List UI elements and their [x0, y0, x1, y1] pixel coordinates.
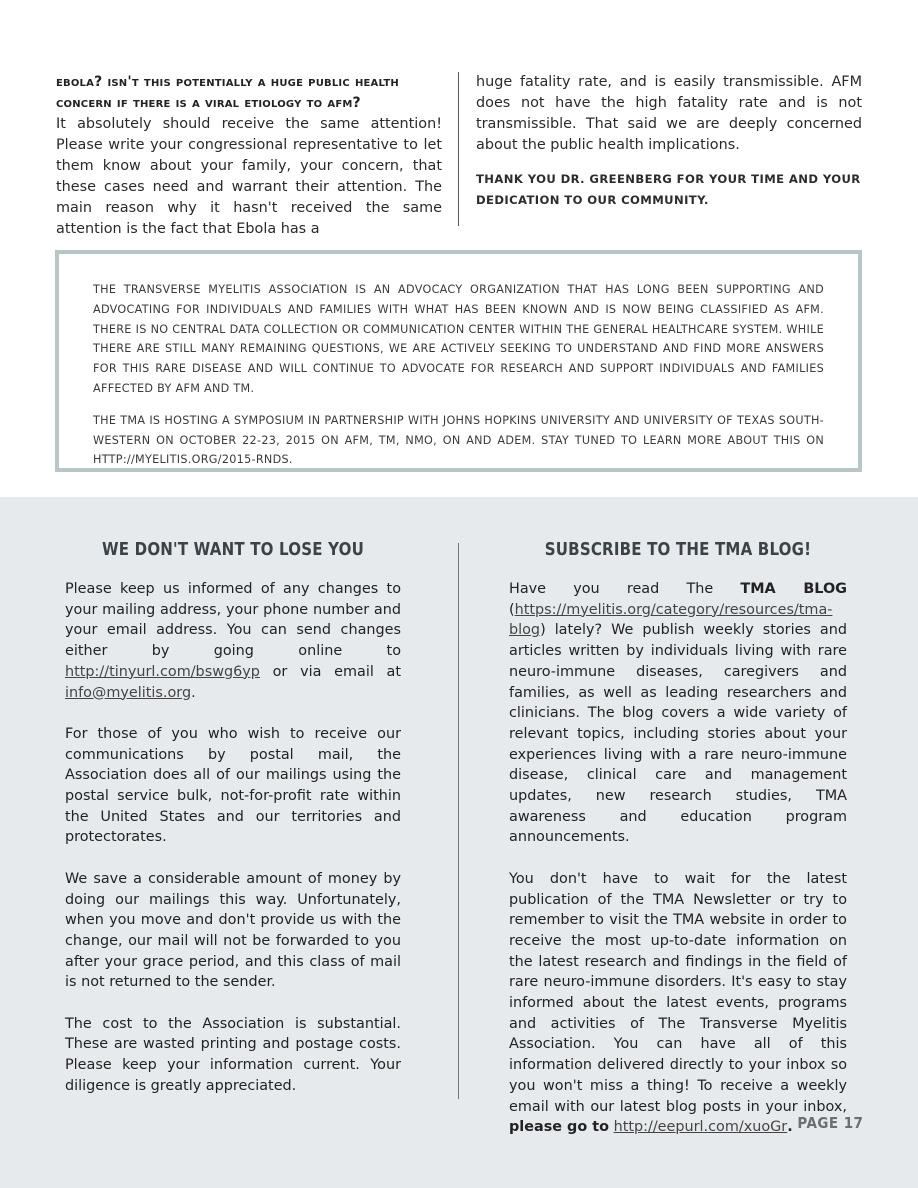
qa-question: ebola? isn't this potentially a huge public health concern if there is a viral etiology to afm?: [56, 74, 399, 111]
qa-answer-right: huge fatality rate, and is easily transmissible. AFM does not have the high fatality rate and is not transmissible. That said we are deeply concerned about the public health implications.: [476, 74, 862, 153]
tma-blog-label: TMA BLOG: [740, 581, 847, 597]
qa-column-divider: [458, 72, 459, 226]
eepurl-link[interactable]: http://eepurl.com/xuoGr: [613, 1119, 788, 1136]
qa-thanks: THANK YOU DR. GREENBERG FOR YOUR TIME AND YOUR DEDICATION TO OUR COMMUNITY.: [476, 172, 861, 207]
panel-column-divider: [458, 543, 459, 1099]
tinyurl-link[interactable]: http://tinyurl.com/bswg6yp: [65, 663, 260, 680]
blog-heading: SUBSCRIBE TO THE TMA BLOG!: [544, 540, 812, 560]
qa-answer-left: It absolutely should receive the same attention! Please write your congressional representative to let them know about your family, your concern, that these cases need and warrant their attention. The main reason why it hasn't received the same attention is the fact that Ebola has a: [56, 116, 442, 237]
qa-left-column: [56, 72, 442, 240]
qa-right-column: [476, 72, 862, 211]
lose-you-paragraph-4: The cost to the Association is substantial. These are wasted printing and postage costs. Please keep your information current. Your diligence is greatly appreciated.: [65, 1015, 401, 1094]
lose-you-paragraph-1: Please keep us informed of any changes to your mailing address, your phone number and your email address. You can send changes either by going online to http://tinyurl.com/bswg6yp or via email at info@myelitis.org.: [65, 581, 401, 701]
lose-you-paragraph-3: We save a considerable amount of money by doing our mailings this way. Unfortunately, when you move and don't provide us with the change, our mail will not be forwarded to you after your grace period, and this class of mail is not returned to the sender.: [65, 870, 401, 991]
bottom-panel: [0, 497, 918, 1188]
blog-paragraph-2: You don't have to wait for the latest publication of the TMA Newsletter or try to remember to visit the TMA website in order to receive the most up-to-date information on the latest research and findings in the field of rare neuro-immune disorders. It's easy to stay informed about the latest events, programs and activities of The Transverse Myelitis Association. You can have all of this information delivered directly to your inbox so you won't miss a thing! To receive a weekly email with our latest blog posts in your inbox, please go to http://eepurl.com/xuoGr.: [509, 870, 847, 1136]
please-go-to-label: please go to: [509, 1119, 610, 1136]
info-paragraph-2: THE TMA IS HOSTING A SYMPOSIUM IN PARTNERSHIP WITH JOHNS HOPKINS UNIVERSITY AND UNIVERSITY OF TEXAS SOUTH-WESTERN ON OCTOBER 22-23, 2015 ON AFM, TM, NMO, ON AND ADEM. STAY TUNED TO LEARN MORE ABOUT THIS ON HTTP://MYELITIS.ORG/2015-RNDS.: [93, 413, 824, 467]
blog-paragraph-1: Have you read The TMA BLOG (https://myelitis.org/category/resources/tma-blog) lately? We publish weekly stories and articles written by individuals living with rare neuro-immune diseases, caregivers and families, as well as leading researchers and clinicians. The blog covers a wide variety of relevant topics, including stories about your experiences living with a rare neuro-immune disease, clinical care and management updates, new research studies, TMA awareness and education program announcements.: [509, 581, 847, 846]
page-number: PAGE 17: [796, 1114, 863, 1132]
qa-section: [56, 72, 862, 237]
blog-column: [509, 539, 847, 1138]
info-email-link[interactable]: info@myelitis.org: [65, 684, 192, 701]
tma-blog-link[interactable]: https://myelitis.org/category/resources/tma-blog: [509, 601, 833, 639]
info-paragraph-1: THE TRANSVERSE MYELITIS ASSOCIATION IS AN ADVOCACY ORGANIZATION THAT HAS LONG BEEN SUPPORTING AND ADVOCATING FOR INDIVIDUALS AND FAMILIES WITH WHAT HAS BEEN KNOWN AND IS NOW BEING CLASSIFIED AS AFM. THERE IS NO CENTRAL DATA COLLECTION OR COMMUNICATION CENTER WITHIN THE GENERAL HEALTHCARE SYSTEM. WHILE THERE ARE STILL MANY REMAINING QUESTIONS, WE ARE ACTIVELY SEEKING TO UNDERSTAND AND FIND MORE ANSWERS FOR THIS RARE DISEASE AND WILL CONTINUE TO ADVOCATE FOR RESEARCH AND SUPPORT INDIVIDUALS AND FAMILIES AFFECTED BY AFM AND TM.: [93, 283, 824, 395]
lose-you-paragraph-2: For those of you who wish to receive our communications by postal mail, the Association does all of our mailings using the postal service bulk, not-for-profit rate within the United States and our territories and protectorates.: [65, 725, 401, 846]
lose-you-column: [65, 539, 401, 1097]
tma-info-box: [55, 250, 862, 472]
lose-you-heading: WE DON'T WANT TO LOSE YOU: [102, 540, 364, 560]
